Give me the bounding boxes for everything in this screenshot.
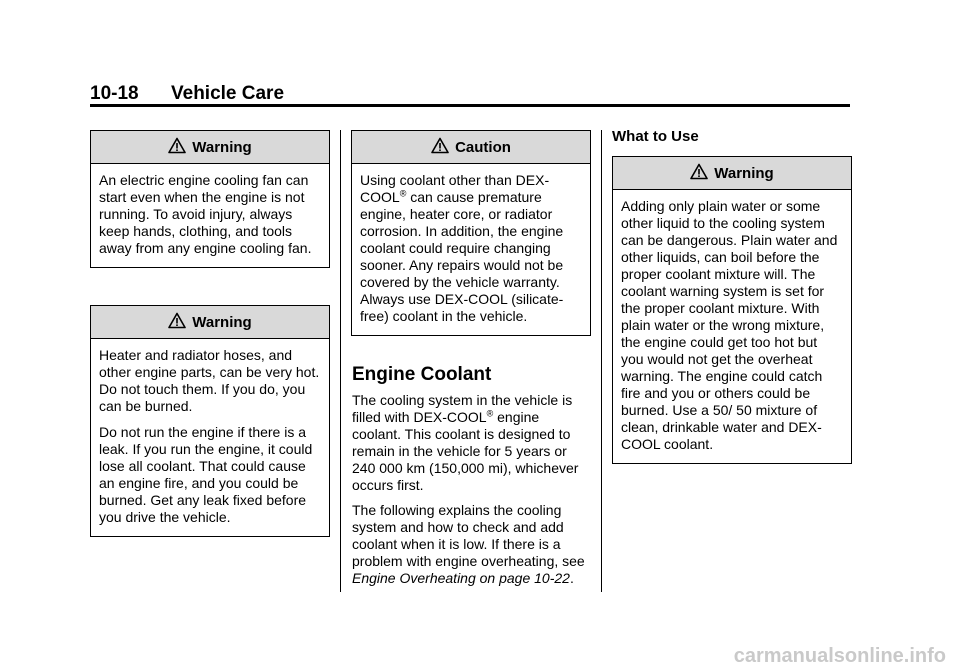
caution-label: Caution bbox=[455, 138, 511, 156]
section-heading-engine-coolant: Engine Coolant bbox=[352, 364, 492, 385]
warning-text: Adding only plain water or some other liquid to the cooling system can be dangerous. Plain water and other liquids, can boil before the proper coolant mixture will. The coolant warning system is set for the proper coolant mixture. With plain water or the wrong mixture, the engine could get too hot but you would not get the overheat warning. The engine could catch fire and you or others could be burned. Use a 50/ 50 mixture of clean, drinkable water and DEX-COOL coolant. bbox=[621, 198, 838, 452]
warning-box-cooling-fan bbox=[90, 130, 330, 268]
caution-triangle-icon bbox=[431, 137, 449, 158]
warning-label: Warning bbox=[714, 164, 774, 182]
warning-header bbox=[91, 306, 329, 339]
header-rule bbox=[90, 104, 850, 107]
registered-mark: ® bbox=[486, 408, 494, 419]
watermark: carmanualsonline.info bbox=[733, 645, 946, 667]
warning-header bbox=[91, 131, 329, 164]
coolant-paragraph-1: The cooling system in the vehicle is filled with DEX-COOL® engine coolant. This coolant is designed to remain in the vehicle for 5 years or 240 000 km (150,000 mi), whichever occurs first. bbox=[352, 392, 579, 493]
caution-box-coolant bbox=[351, 130, 591, 336]
page-header bbox=[90, 83, 850, 105]
warning-triangle-icon bbox=[690, 163, 708, 184]
warning-triangle-icon bbox=[168, 137, 186, 158]
warning-paragraph-2: Do not run the engine if there is a leak. If you run the engine, it could lose all coolant. That could cause an engine fire, and you could be burned. Get any leak fixed before you drive the vehicle. bbox=[99, 424, 313, 525]
column-divider-right bbox=[601, 130, 602, 592]
warning-label: Warning bbox=[192, 138, 252, 156]
cross-reference-link[interactable]: Engine Overheating on page 10-22 bbox=[352, 570, 570, 586]
caution-text: Using coolant other than DEX-COOL® can cause premature engine, heater core, or radiator corrosion. In addition, the engine coolant could require changing sooner. Any repairs would not be covered by the vehicle warranty. Always use DEX-COOL (silicate-free) coolant in the vehicle. bbox=[360, 172, 564, 324]
warning-paragraph-1: Heater and radiator hoses, and other engine parts, can be very hot. Do not touch them. If you do, you can be burned. bbox=[99, 347, 320, 414]
page-number: 10-18 bbox=[90, 83, 139, 104]
subheading-what-to-use: What to Use bbox=[612, 128, 699, 145]
warning-label: Warning bbox=[192, 313, 252, 331]
registered-mark: ® bbox=[399, 188, 407, 199]
warning-header bbox=[613, 157, 851, 190]
section-title: Vehicle Care bbox=[171, 83, 285, 104]
column-divider-left bbox=[340, 130, 341, 592]
warning-text: An electric engine cooling fan can start even when the engine is not running. To avoid injury, always keep hands, clothing, and tools away from any engine cooling fan. bbox=[99, 172, 312, 256]
warning-box-hot-hoses bbox=[90, 305, 330, 537]
coolant-paragraph-2: The following explains the cooling system and how to check and add coolant when it is low. If there is a problem with engine overheating, see Engine Overheating on page 10-22. bbox=[352, 502, 585, 586]
caution-header bbox=[352, 131, 590, 164]
engine-coolant-body bbox=[352, 392, 592, 595]
warning-box-plain-water bbox=[612, 156, 852, 464]
warning-triangle-icon bbox=[168, 312, 186, 333]
